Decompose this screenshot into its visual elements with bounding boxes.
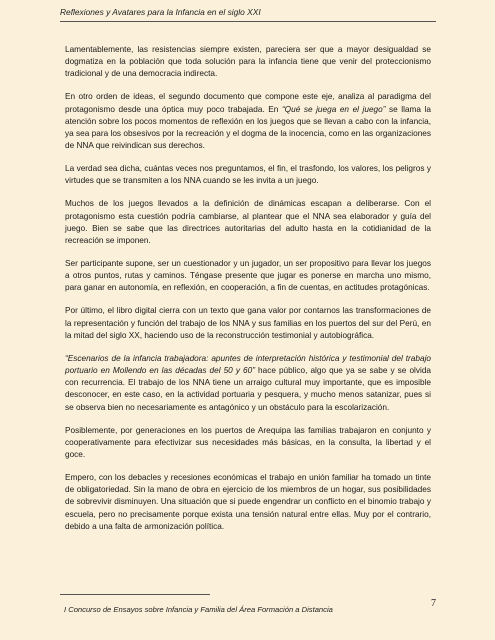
paragraph-8: Posiblemente, por generaciones en los puertos de Arequipa las familias trabajaron en conjunto y cooperativamente para efectivizar sus necesidades más básicas, en la consulta, la libertad y el goce. bbox=[65, 425, 431, 460]
footer-divider bbox=[60, 594, 210, 595]
paragraph-3: La verdad sea dicha, cuántas veces nos preguntamos, el fin, el trasfondo, los valores, los peligros y virtudes que se transmiten a los NNA cuando se les invita a un juego. bbox=[65, 164, 431, 186]
paragraph-4: Muchos de los juegos llevados a la definición de dinámicas escapan a deliberarse. Con el protagonismo esta cuestión podría cambiarse, al plantear que el NNA sea elaborador y guía del juego. Bien se sabe que las directrices autoritarias del adulto hasta en la cotidianidad de la recreación se imponen. bbox=[65, 199, 431, 246]
paragraph-9: Empero, con los debacles y recesiones económicas el trabajo en unión familiar ha tomado un tinte de obligatoriedad. Sin la mano de obra en ejercicio de los miembros de un hogar, sus posibilidades de sobrevivir disminuyen. Una situación que si puede engendrar un conflicto en el binomio trabajo y escuela, pero no precisamente porque exista una tensión natural entre ellas. Muy por el contrario, debido a una falta de armonización política. bbox=[65, 473, 431, 531]
paragraph-7 bbox=[65, 353, 431, 414]
paragraph-2-quoted-title: “Qué se juega en el juego” bbox=[281, 104, 386, 114]
paragraph-1: Lamentablemente, las resistencias siempre existen, pareciera ser que a mayor desigualdad se dogmatiza en la población que toda solución para la infancia tiene que venir del proteccionismo tradicional y de una democracia indirecta. bbox=[65, 45, 431, 79]
page-number: 7 bbox=[431, 598, 436, 609]
paragraph-6: Por último, el libro digital cierra con un texto que gana valor por contarnos las transformaciones de la representación y función del trabajo de los NNA y sus familias en los puertos del sur del Perú, en la mitad del siglo XX, haciendo uso de la reconstrucción testimonial y autobiográfica. bbox=[65, 306, 431, 340]
paragraph-7-quoted-title: “Escenarios de la infancia trabajadora: apuntes de interpretación histórica y testimonial del trabajo portuario en Mollendo en las décadas del 50 y 60” bbox=[65, 353, 431, 376]
paragraph-2-text-b: se llama la atención sobre los pocos momentos de reflexión en los juegos que se llevan a cabo con la infancia, ya sea para los obsesivos por la recreación y el dogma de la inocencia, como en las organizaciones de NNA que reivindican sus derechos. bbox=[65, 104, 431, 151]
document-body bbox=[65, 44, 431, 544]
paragraph-7-text: hace público, algo que ya se sabe y se olvida con recurrencia. El trabajo de los NNA tiene un arraigo cultural muy importante, que es imposible desconocer, en este caso, en la actividad portuaria y pesquera, y mucho menos satanizar, pues si se observa bien no necesariamente es antagónico y un obstáculo para la escolarización. bbox=[65, 366, 431, 412]
running-header: Reflexiones y Avatares para la Infancia en el siglo XXI bbox=[60, 7, 436, 22]
paragraph-2 bbox=[65, 91, 431, 152]
paragraph-5: Ser participante supone, ser un cuestionador y un jugador, un ser propositivo para llevar los juegos a otros puntos, rutas y caminos. Téngase presente que jugar es ponerse en marcha uno mismo, para ganar en autonomía, en reflexión, en cooperación, a fin de cuentas, en actitudes protagónicas. bbox=[65, 259, 431, 293]
running-footer: I Concurso de Ensayos sobre Infancia y Familia del Área Formación a Distancia bbox=[64, 605, 333, 614]
paragraph-2-text-a: En otro orden de ideas, el segundo documento que compone este eje, analiza al paradigma del protagonismo desde una óptica muy poco trabajada. En bbox=[65, 92, 431, 114]
